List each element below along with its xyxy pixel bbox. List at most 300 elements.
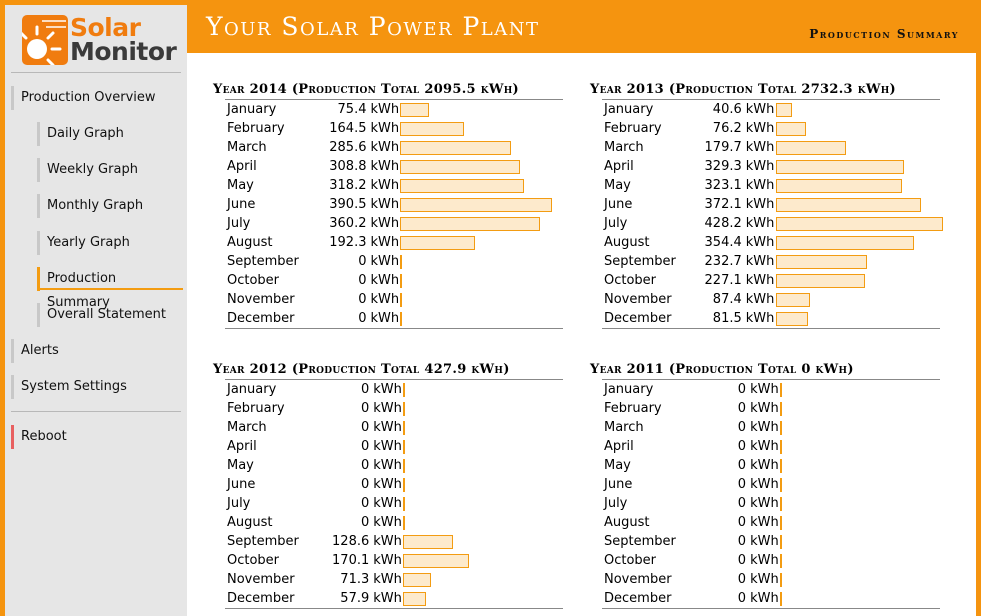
sun-logo-icon [22,15,68,65]
unit-label: kWh [745,292,775,307]
table-row [602,494,945,513]
production-bar [403,383,405,397]
month-value: 372.1 [704,197,742,212]
month-name: June [604,477,633,492]
table-row [602,437,945,456]
production-bar [776,122,806,136]
bar-cell [403,456,568,475]
month-value: 0 [737,401,747,416]
month-name: February [604,121,662,136]
month-name: March [227,420,267,435]
table-row [225,570,568,589]
table-row [225,456,568,475]
month-value: 0 [737,382,747,397]
unit-label: kWh [370,140,400,155]
production-bar [400,141,511,155]
unit-label: kWh [750,439,779,454]
bar-cell [780,418,945,437]
table-row [602,233,945,252]
month-value: 329.3 [704,159,742,174]
month-name: April [604,159,634,174]
year-summary [590,361,945,609]
bar-cell [780,570,945,589]
month-value: 76.2 [712,121,742,136]
month-name: November [227,292,295,307]
nav-daily-graph[interactable]: Daily Graph [37,122,124,146]
bar-cell [780,380,945,399]
unit-label: kWh [750,401,779,416]
month-name: February [604,401,662,416]
bar-cell [776,233,946,252]
month-name: October [227,273,280,288]
sidebar [5,5,187,616]
bar-cell [776,309,946,328]
bar-cell [400,157,568,176]
month-value: 0 [358,292,367,307]
production-bar [776,179,902,193]
year-title: Year 2013 (Production Total 2732.3 kWh) [590,82,897,97]
month-value: 0 [737,515,747,530]
production-bar [780,573,782,587]
table-row [225,138,568,157]
month-name: September [604,534,676,549]
month-name: July [604,496,628,511]
month-value: 0 [360,382,370,397]
month-value: 0 [737,591,747,606]
divider [11,411,181,412]
production-bar [400,255,402,269]
divider [602,328,940,329]
month-name: August [227,515,273,530]
bar-cell [776,100,946,119]
month-value: 0 [737,572,747,587]
month-name: December [604,591,672,606]
table-row [225,475,568,494]
year-title: Year 2012 (Production Total 427.9 kWh) [213,362,510,377]
bar-cell [400,176,568,195]
month-name: March [227,140,267,155]
logo-monitor-text: Monitor [70,37,177,66]
bar-cell [403,589,568,608]
bar-cell [780,513,945,532]
unit-label: kWh [745,121,775,136]
unit-label: kWh [750,515,779,530]
unit-label: kWh [370,273,400,288]
unit-label: kWh [370,159,400,174]
month-value: 354.4 [704,235,742,250]
table-row [602,157,945,176]
month-name: May [604,458,631,473]
production-bar [780,383,782,397]
month-name: September [227,534,299,549]
table-row [225,309,568,328]
bar-cell [776,119,946,138]
bar-cell [400,214,568,233]
production-bar [400,122,464,136]
bar-cell [400,290,568,309]
production-bar [776,255,867,269]
unit-label: kWh [750,572,779,587]
table-row [225,399,568,418]
production-bar [400,274,402,288]
bar-cell [780,551,945,570]
nav-monthly-graph[interactable]: Monthly Graph [37,194,143,218]
table-row [602,532,945,551]
production-bar [776,312,808,326]
month-value: 75.4 [337,102,367,117]
unit-label: kWh [370,235,400,250]
month-name: August [604,515,650,530]
bar-cell [776,176,946,195]
table-row [225,418,568,437]
unit-label: kWh [750,420,779,435]
unit-label: kWh [745,273,775,288]
table-row [225,290,568,309]
unit-label: kWh [370,178,400,193]
unit-label: kWh [745,311,775,326]
month-name: July [227,496,251,511]
bar-cell [403,399,568,418]
month-name: August [227,235,273,250]
production-bar [400,179,524,193]
month-name: October [604,553,657,568]
bar-cell [403,418,568,437]
month-value: 179.7 [704,140,742,155]
production-bar [403,554,469,568]
production-bar [776,103,792,117]
production-bar [776,236,914,250]
month-value: 40.6 [712,102,742,117]
production-bar [403,478,405,492]
unit-label: kWh [373,477,402,492]
bar-cell [780,456,945,475]
month-value: 0 [737,496,747,511]
month-name: November [227,572,295,587]
unit-label: kWh [370,121,400,136]
table-row [602,399,945,418]
month-name: June [604,197,633,212]
nav-overall-statement[interactable]: Overall Statement [37,303,166,327]
month-value: 57.9 [340,591,370,606]
month-name: February [227,401,285,416]
page-title: Your Solar Power Plant [206,12,540,41]
month-value: 87.4 [712,292,742,307]
nav-alerts[interactable]: Alerts [11,339,59,363]
production-bar [780,478,782,492]
production-bar [403,402,405,416]
production-bar [780,497,782,511]
unit-label: kWh [370,102,400,117]
month-value: 0 [358,311,367,326]
month-name: January [604,382,654,397]
table-row [225,532,568,551]
production-bar [403,459,405,473]
table-row [602,570,945,589]
unit-label: kWh [373,572,402,587]
production-bar [776,274,865,288]
year-summary [213,81,568,329]
monthly-production-table [225,100,568,328]
unit-label: kWh [370,292,400,307]
bar-cell [403,513,568,532]
table-row [225,380,568,399]
table-row [225,214,568,233]
nav-production-overview[interactable]: Production Overview [11,86,156,110]
unit-label: kWh [745,159,775,174]
month-value: 308.8 [329,159,367,174]
nav-weekly-graph[interactable]: Weekly Graph [37,158,138,182]
table-row [602,138,945,157]
table-row [602,100,945,119]
unit-label: kWh [745,197,775,212]
month-value: 0 [737,420,747,435]
unit-label: kWh [370,197,400,212]
production-bar [400,198,552,212]
production-bar [403,440,405,454]
month-value: 390.5 [329,197,367,212]
bar-cell [403,570,568,589]
production-bar [780,459,782,473]
bar-cell [400,233,568,252]
month-value: 192.3 [329,235,367,250]
month-name: May [604,178,631,193]
month-value: 0 [737,534,747,549]
divider [225,328,563,329]
month-value: 170.1 [332,553,370,568]
month-name: January [604,102,654,117]
production-bar [400,160,520,174]
month-value: 164.5 [329,121,367,136]
table-row [602,589,945,608]
table-row [602,456,945,475]
unit-label: kWh [750,382,779,397]
table-row [602,418,945,437]
production-bar [403,516,405,530]
unit-label: kWh [745,178,775,193]
unit-label: kWh [750,534,779,549]
divider [11,72,181,73]
main-content [187,53,976,616]
month-value: 0 [737,553,747,568]
production-bar [780,402,782,416]
unit-label: kWh [373,515,402,530]
unit-label: kWh [750,591,779,606]
bar-cell [780,399,945,418]
unit-label: kWh [750,553,779,568]
bar-cell [780,437,945,456]
nav-production-summary[interactable]: Production Summary [37,267,183,291]
production-bar [403,535,453,549]
logo [22,13,182,73]
month-value: 0 [737,458,747,473]
production-bar [400,236,475,250]
divider [225,608,563,609]
table-row [225,551,568,570]
bar-cell [400,138,568,157]
unit-label: kWh [745,140,775,155]
month-name: August [604,235,650,250]
unit-label: kWh [373,382,402,397]
month-name: February [227,121,285,136]
month-name: July [227,216,251,231]
production-bar [780,554,782,568]
month-value: 0 [360,515,370,530]
production-bar [780,516,782,530]
table-row [225,176,568,195]
table-row [225,271,568,290]
month-value: 232.7 [704,254,742,269]
bar-cell [403,437,568,456]
production-bar [400,293,402,307]
table-row [225,157,568,176]
month-value: 0 [360,401,370,416]
month-name: October [227,553,280,568]
unit-label: kWh [745,102,775,117]
unit-label: kWh [750,496,779,511]
production-bar [403,497,405,511]
month-value: 0 [358,254,367,269]
bar-cell [776,214,946,233]
month-name: May [227,178,254,193]
bar-cell [780,532,945,551]
month-name: July [604,216,628,231]
table-row [602,475,945,494]
table-row [225,494,568,513]
table-row [225,100,568,119]
table-row [602,176,945,195]
unit-label: kWh [373,496,402,511]
month-name: October [604,273,657,288]
production-bar [776,293,810,307]
nav-system-settings[interactable]: System Settings [11,375,127,399]
production-bar [780,440,782,454]
table-row [225,513,568,532]
month-value: 81.5 [712,311,742,326]
bar-cell [776,252,946,271]
unit-label: kWh [373,458,402,473]
bar-cell [776,271,946,290]
year-title: Year 2011 (Production Total 0 kWh) [590,362,854,377]
bar-cell [776,157,946,176]
month-value: 360.2 [329,216,367,231]
production-bar [400,217,540,231]
bar-cell [400,309,568,328]
production-bar [780,535,782,549]
month-value: 0 [360,439,370,454]
unit-label: kWh [373,534,402,549]
unit-label: kWh [745,235,775,250]
month-name: March [604,420,644,435]
unit-label: kWh [370,311,400,326]
bar-cell [776,138,946,157]
production-bar [403,421,405,435]
month-name: April [227,439,257,454]
month-name: April [227,159,257,174]
table-row [602,309,945,328]
bar-cell [400,271,568,290]
month-value: 285.6 [329,140,367,155]
month-value: 0 [360,496,370,511]
month-name: June [227,197,256,212]
table-row [602,252,945,271]
nav-yearly-graph[interactable]: Yearly Graph [37,231,130,255]
production-bar [776,160,904,174]
month-value: 0 [360,420,370,435]
production-bar [400,312,402,326]
unit-label: kWh [373,553,402,568]
production-bar [776,198,921,212]
production-bar [780,592,782,606]
bar-cell [776,195,946,214]
production-bar [403,573,431,587]
bar-cell [403,475,568,494]
month-name: May [227,458,254,473]
month-value: 71.3 [340,572,370,587]
month-name: January [227,382,277,397]
month-value: 323.1 [704,178,742,193]
month-value: 428.2 [704,216,742,231]
production-bar [776,217,943,231]
production-bar [403,592,426,606]
month-name: September [227,254,299,269]
page-subtitle: Production Summary [809,27,959,41]
bar-cell [403,494,568,513]
table-row [602,214,945,233]
table-row [225,589,568,608]
logo-solar-text: Solar [70,13,141,42]
monthly-production-table [602,380,945,608]
table-row [225,233,568,252]
table-row [602,290,945,309]
table-row [602,380,945,399]
month-name: December [227,591,295,606]
bar-cell [776,290,946,309]
nav-reboot[interactable]: Reboot [11,425,67,449]
production-bar [776,141,846,155]
month-name: January [227,102,277,117]
divider [602,608,940,609]
month-value: 128.6 [332,534,370,549]
table-row [225,252,568,271]
year-summary [213,361,568,609]
month-value: 227.1 [704,273,742,288]
table-row [602,119,945,138]
bar-cell [400,252,568,271]
bar-cell [403,380,568,399]
month-value: 0 [737,439,747,454]
unit-label: kWh [750,458,779,473]
month-name: December [227,311,295,326]
bar-cell [780,589,945,608]
month-value: 318.2 [329,178,367,193]
month-value: 0 [358,273,367,288]
month-value: 0 [737,477,747,492]
unit-label: kWh [745,216,775,231]
table-row [602,513,945,532]
unit-label: kWh [750,477,779,492]
bar-cell [400,100,568,119]
bar-cell [403,532,568,551]
header [187,0,981,53]
unit-label: kWh [370,216,400,231]
month-name: November [604,292,672,307]
unit-label: kWh [373,591,402,606]
bar-cell [400,119,568,138]
bar-cell [780,475,945,494]
table-row [602,551,945,570]
bar-cell [403,551,568,570]
monthly-production-table [225,380,568,608]
